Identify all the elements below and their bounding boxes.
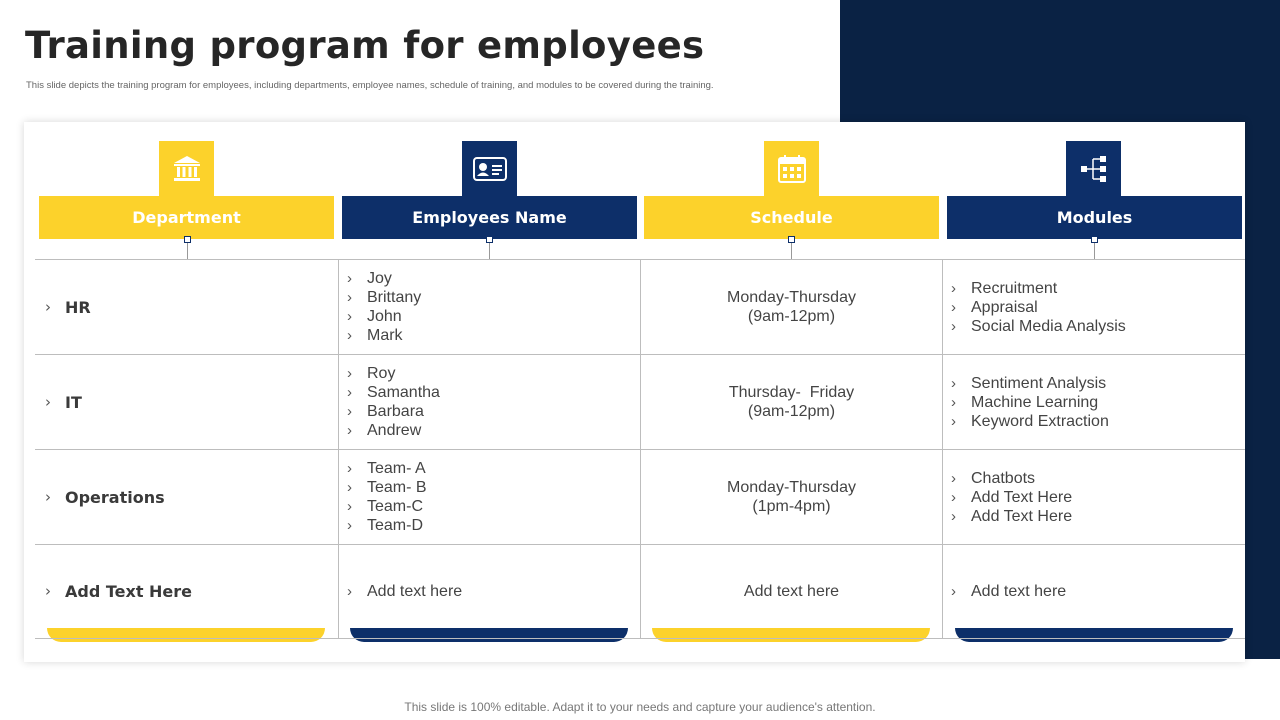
- chevron-right-icon: ›: [951, 507, 956, 525]
- table-cell-modules: [951, 450, 1241, 544]
- employee-name: Add text here: [367, 583, 463, 600]
- table-cell-modules: [951, 260, 1241, 354]
- department-icon-box: [159, 141, 214, 196]
- employee-name: Barbara: [367, 403, 424, 420]
- employee-name: Mark: [367, 327, 403, 344]
- slide-footer: This slide is 100% editable. Adapt it to your needs and capture your audience's attention.: [404, 700, 876, 714]
- chevron-right-icon: ›: [347, 583, 352, 600]
- schedule-icon-box: [764, 141, 819, 196]
- module-name: Add Text Here: [971, 507, 1073, 525]
- table-cell-employees: [347, 545, 637, 638]
- chevron-right-icon: ›: [347, 422, 352, 439]
- chevron-right-icon: ›: [45, 297, 51, 316]
- chevron-right-icon: ›: [951, 469, 956, 487]
- chevron-right-icon: ›: [45, 392, 51, 411]
- module-name: Appraisal: [971, 298, 1038, 316]
- employee-name: Brittany: [367, 289, 422, 306]
- schedule-time: (9am-12pm): [747, 403, 836, 420]
- chevron-right-icon: ›: [347, 384, 352, 401]
- schedule-time: (1pm-4pm): [752, 498, 831, 515]
- schedule-days: Thursday- Friday: [728, 384, 855, 401]
- schedule-days: Monday-Thursday: [727, 289, 856, 306]
- chevron-right-icon: ›: [347, 289, 352, 306]
- table-cell-schedule: [641, 450, 942, 544]
- chevron-right-icon: ›: [951, 279, 956, 297]
- module-name: Add text here: [971, 583, 1067, 600]
- employee-name: Team- A: [367, 460, 426, 477]
- slide-title: Training program for employees: [25, 24, 705, 67]
- bank-icon: [171, 153, 203, 185]
- employees-icon-box: [462, 141, 517, 196]
- table-cell-employees: [347, 450, 637, 544]
- chevron-right-icon: ›: [347, 479, 352, 496]
- module-name: Sentiment Analysis: [971, 374, 1107, 392]
- id-card-icon: [472, 155, 508, 183]
- module-name: Chatbots: [971, 469, 1036, 487]
- employee-name: Joy: [367, 270, 392, 287]
- chevron-right-icon: ›: [347, 327, 352, 344]
- department-name: IT: [65, 392, 82, 412]
- module-name: Social Media Analysis: [971, 317, 1126, 335]
- schedule-days: Add text here: [743, 583, 840, 600]
- table-cell-employees: [347, 355, 637, 449]
- connector-dot: [486, 236, 493, 243]
- employee-name: Team- B: [367, 479, 427, 496]
- table-cell-modules: [951, 355, 1241, 449]
- chevron-right-icon: ›: [347, 403, 352, 420]
- hierarchy-icon: [1079, 154, 1109, 184]
- chevron-right-icon: ›: [347, 270, 352, 287]
- chevron-right-icon: ›: [45, 487, 51, 506]
- chevron-right-icon: ›: [951, 488, 956, 506]
- chevron-right-icon: ›: [951, 583, 956, 600]
- department-name: Add Text Here: [65, 582, 193, 601]
- table-cell-schedule: [641, 355, 942, 449]
- header-department: Department: [39, 196, 334, 239]
- table-cell-department: [45, 450, 335, 544]
- chevron-right-icon: ›: [951, 374, 956, 392]
- table-cell-schedule: [641, 545, 942, 638]
- chevron-right-icon: ›: [347, 498, 352, 515]
- table-cell-department: [45, 260, 335, 354]
- table-cell-schedule: [641, 260, 942, 354]
- schedule-days: Monday-Thursday: [727, 479, 856, 496]
- header-schedule: Schedule: [644, 196, 939, 239]
- slide-subtitle: This slide depicts the training program for employees, including departments, employee names, schedule of training, and modules to be covered during the training.: [26, 80, 714, 91]
- chevron-right-icon: ›: [347, 460, 352, 477]
- chevron-right-icon: ›: [951, 298, 956, 316]
- column-divider: [338, 259, 339, 639]
- calendar-icon: [776, 153, 808, 185]
- header-employees-name: Employees Name: [342, 196, 637, 239]
- chevron-right-icon: ›: [951, 393, 956, 411]
- table-cell-department: [45, 545, 335, 638]
- chevron-right-icon: ›: [45, 582, 51, 600]
- module-name: Machine Learning: [971, 393, 1099, 411]
- employee-name: Team-D: [367, 517, 424, 534]
- schedule-time: (9am-12pm): [747, 308, 836, 325]
- connector-dot: [788, 236, 795, 243]
- employee-name: Andrew: [367, 422, 422, 439]
- employee-name: Samantha: [367, 384, 440, 401]
- module-name: Recruitment: [971, 279, 1058, 297]
- employee-name: Team-C: [367, 498, 424, 515]
- header-modules: Modules: [947, 196, 1242, 239]
- module-name: Keyword Extraction: [971, 412, 1109, 430]
- column-divider: [942, 259, 943, 639]
- table-cell-department: [45, 355, 335, 449]
- chevron-right-icon: ›: [951, 412, 956, 430]
- department-name: Operations: [65, 487, 165, 507]
- module-name: Add Text Here: [971, 488, 1073, 506]
- connector-dot: [1091, 236, 1098, 243]
- modules-icon-box: [1066, 141, 1121, 196]
- employee-name: Roy: [367, 365, 396, 382]
- department-name: HR: [65, 297, 91, 317]
- employee-name: John: [367, 308, 402, 325]
- table-cell-employees: [347, 260, 637, 354]
- chevron-right-icon: ›: [347, 308, 352, 325]
- chevron-right-icon: ›: [347, 517, 352, 534]
- chevron-right-icon: ›: [347, 365, 352, 382]
- chevron-right-icon: ›: [951, 317, 956, 335]
- connector-dot: [184, 236, 191, 243]
- table-cell-modules: [951, 545, 1241, 638]
